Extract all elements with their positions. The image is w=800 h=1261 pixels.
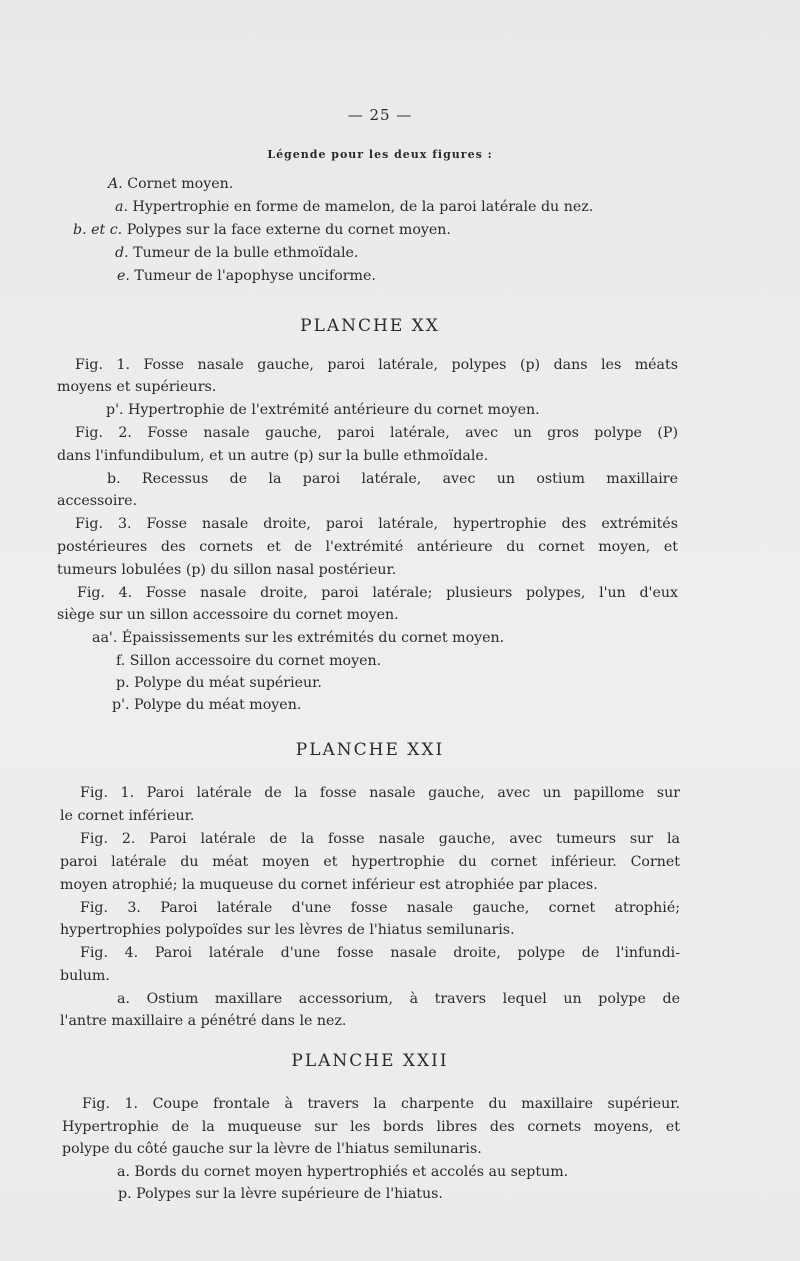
text-line: postérieures des cornets et de l'extrémité antérieure du cornet moyen, et [57, 539, 678, 555]
plate-title: PLANCHE XX [300, 316, 440, 336]
text-line: Fig. 1. Fosse nasale gauche, paroi latérale, polypes (p) dans les méats [75, 357, 678, 373]
text-line: dans l'infundibulum, et un autre (p) sur la bulle ethmoïdale. [57, 448, 489, 464]
text-line: Hypertrophie de la muqueuse sur les bords libres des cornets moyens, et [62, 1119, 680, 1135]
text-line: f. Sillon accessoire du cornet moyen. [116, 653, 382, 669]
text-line: le cornet inférieur. [60, 808, 195, 824]
legend-text: Tumeur de l'apophyse unciforme. [134, 268, 376, 284]
text-line: l'antre maxillaire a pénétré dans le nez. [60, 1013, 347, 1029]
text-line: Fig. 2. Fosse nasale gauche, paroi latérale, avec un gros polype (P) [75, 425, 678, 441]
text-line: paroi latérale du méat moyen et hypertrophie du cornet inférieur. Cornet [60, 854, 680, 870]
legend-label: d. [115, 245, 129, 261]
text-line: aa'. Épaississements sur les extrémités du cornet moyen. [92, 630, 505, 646]
legend-item [73, 219, 451, 241]
text-line: b. Recessus de la paroi latérale, avec un ostium maxillaire [107, 471, 678, 487]
text-line: Fig. 2. Paroi latérale de la fosse nasale gauche, avec tumeurs sur la [80, 831, 680, 847]
plate-title: PLANCHE XXII [291, 1051, 449, 1071]
text-line: a. Ostium maxillare accessorium, à travers lequel un polype de [117, 991, 680, 1007]
text-line: a. Bords du cornet moyen hypertrophiés et accolés au septum. [117, 1164, 569, 1180]
text-line: bulum. [60, 968, 110, 984]
legend-label: b. et c. [73, 222, 123, 238]
legend-item [108, 173, 233, 195]
text-line: Fig. 4. Paroi latérale d'une fosse nasale droite, polype de l'infundi- [80, 945, 680, 961]
text-line: siège sur un sillon accessoire du cornet moyen. [57, 607, 399, 623]
text-line: p. Polypes sur la lèvre supérieure de l'hiatus. [118, 1186, 443, 1202]
text-line: Fig. 4. Fosse nasale droite, paroi latérale; plusieurs polypes, l'un d'eux [77, 585, 678, 601]
text-line: p. Polype du méat supérieur. [116, 675, 322, 691]
text-line: tumeurs lobulées (p) du sillon nasal postérieur. [57, 562, 397, 578]
text-line: p'. Hypertrophie de l'extrémité antérieure du cornet moyen. [106, 402, 540, 418]
legend-text: Hypertrophie en forme de mamelon, de la paroi latérale du nez. [132, 199, 594, 215]
legend-text: Tumeur de la bulle ethmoïdale. [133, 245, 359, 261]
text-line: moyens et supérieurs. [57, 379, 217, 395]
text-line: Fig. 3. Fosse nasale droite, paroi latérale, hypertrophie des extrémités [75, 516, 678, 532]
legend-text: Polypes sur la face externe du cornet moyen. [126, 222, 451, 238]
text-line: Fig. 3. Paroi latérale d'une fosse nasale gauche, cornet atrophié; [80, 900, 680, 916]
legend-title: Légende pour les deux figures : [267, 148, 493, 161]
text-line: moyen atrophié; la muqueuse du cornet inférieur est atrophiée par places. [60, 877, 598, 893]
legend-text: Cornet moyen. [127, 176, 234, 192]
text-line: polype du côté gauche sur la lèvre de l'hiatus semilunaris. [62, 1141, 482, 1157]
page-number: — 25 — [347, 106, 413, 124]
text-line: Fig. 1. Coupe frontale à travers la charpente du maxillaire supérieur. [82, 1096, 680, 1112]
legend-item [115, 242, 358, 264]
legend-label: a. [115, 199, 128, 215]
text-line: accessoire. [57, 493, 138, 509]
plate-title: PLANCHE XXI [295, 740, 445, 760]
legend-label: A. [108, 176, 123, 192]
legend-item [115, 196, 593, 218]
legend-label: e. [117, 268, 130, 284]
text-line: p'. Polype du méat moyen. [112, 697, 302, 713]
legend-item [117, 265, 376, 287]
text-line: Fig. 1. Paroi latérale de la fosse nasale gauche, avec un papillome sur [80, 785, 680, 801]
text-line: hypertrophies polypoïdes sur les lèvres de l'hiatus semilunaris. [60, 922, 515, 938]
